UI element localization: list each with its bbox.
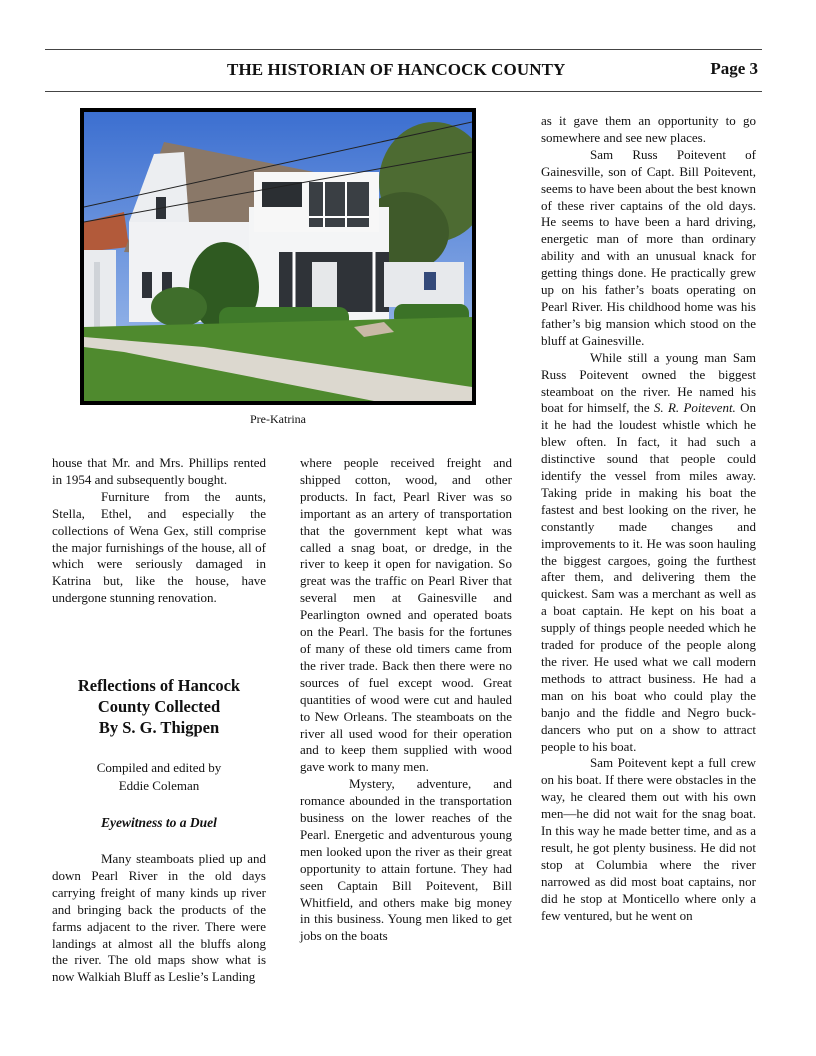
article-credits	[52, 759, 266, 795]
column-2	[300, 455, 512, 945]
editor-name: Eddie Coleman	[118, 778, 200, 793]
article-title-line: Reflections of Hancock	[77, 676, 241, 695]
paragraph: Furniture from the aunts, Stella, Ethel, and especially the collections of Wena Gex, still comprise the major furnishings of the house, all of which were seriously damaged in Katrina but, like the house, have undergone stunning renovation.	[52, 488, 266, 606]
article-title-line: County Collected	[97, 697, 221, 716]
boat-name: S. R. Poitevent.	[653, 400, 736, 416]
paragraph-text: On it he had the loudest whistle which he blew often. In fact, it had such a distinctive sound that people could identify the vessel from miles away. Taking pride in making his boat the fastest and best looking on the river, he constantly made changes and improvements to it. He was soon hauling the biggest cargoes, going the furthest after them, and delivering them the quickest. Sam was a merchant as well as a boat captain. He kept on his boat a supply of things people needed which he traded for produce of the people along the river. He used what we call modern methods to attract business. He had a man on his boat who could play the banjo and the fiddle and Negro buck-dancers who put on a show to attract people to his boat.	[541, 400, 757, 754]
column-1-bottom	[52, 851, 266, 986]
publication-title: THE HISTORIAN OF HANCOCK COUNTY	[227, 60, 566, 79]
photo-caption: Pre-Katrina	[250, 412, 306, 426]
paragraph: house that Mr. and Mrs. Phillips rented in 1954 and subsequently bought.	[52, 455, 266, 487]
house-illustration	[84, 112, 472, 401]
header-bottom-rule	[45, 91, 762, 92]
article-subheading: Eyewitness to a Duel	[101, 815, 217, 830]
paragraph: Mystery, adventure, and romance abounded in the transportation business on the lower reaches of the Pearl. Energetic and adventurous young men looked upon the river as their great opportunity to attain fortune. They had seen Captain Bill Poitevent, Bill Whitfield, and others make big money in this business. Young men liked to get jobs on the boats	[300, 776, 512, 944]
paragraph: as it gave them an opportunity to go somewhere and see new places.	[541, 113, 756, 145]
credit-line: Compiled and edited by	[96, 760, 222, 775]
paragraph-text: While still a young man Sam Russ Poitevent owned the biggest steamboat on the river. He named his boat for himself, the	[541, 349, 756, 416]
paragraph: Sam Russ Poitevent of Gainesville, son of Capt. Bill Poitevent, seems to have been about the best known of these river captains of the old days. He seems to have been a hard driving, energetic man of more than ordinary ability and with an unusual knack for getting things done. He practically grew up on his father’s boats operating on Pearl River. His childhood home was his father’s big mansion which stood on the bluff at Gainesville.	[541, 146, 756, 348]
paragraph	[541, 350, 756, 756]
article-title-line: By S. G. Thigpen	[98, 718, 220, 737]
column-1-top	[52, 455, 266, 607]
article-title	[52, 675, 266, 738]
paragraph: Sam Poitevent kept a full crew on his boat. If there were obstacles in the way, he cleared them out with his own men—he did not wait for the snag boat. In this way he made better time, and as a result, he got plenty business. He did not stop at Columbia where the river narrowed as did most boat captains, nor did he stop at Monticello where only a few ventured, but he went on	[541, 755, 756, 923]
masthead	[45, 59, 762, 83]
paragraph: where people received freight and shipped cotton, wood, and other products. In fact, Pearl River was so important as an artery of transportation that the government kept what was called a snag boat, or dredge, in the river to keep it open for navigation. So great was the traffic on Pearl River that several men at Gainesville and Pearlington owned and operated boats on the Pearl. The basis for the fortunes of many of these old timers came from the river trade. Back then there were no sources of fuel except wood. Great quantities of wood were cut and hauled to New Orleans. The steamboats on the river all used wood for their operation and to keep them supplied with wood gave work to many men.	[300, 455, 512, 775]
paragraph: Many steamboats plied up and down Pearl River in the old days carrying freight of many kinds up river and bringing back the products of the farms adjacent to the river. There were landings at almost all the bluffs along the river. The old maps show what is now Walkiah Bluff as Leslie’s Landing	[52, 851, 266, 985]
header-top-rule	[45, 49, 762, 50]
page-number: Page 3	[710, 59, 758, 78]
house-photo	[80, 108, 476, 405]
column-3	[541, 113, 756, 925]
